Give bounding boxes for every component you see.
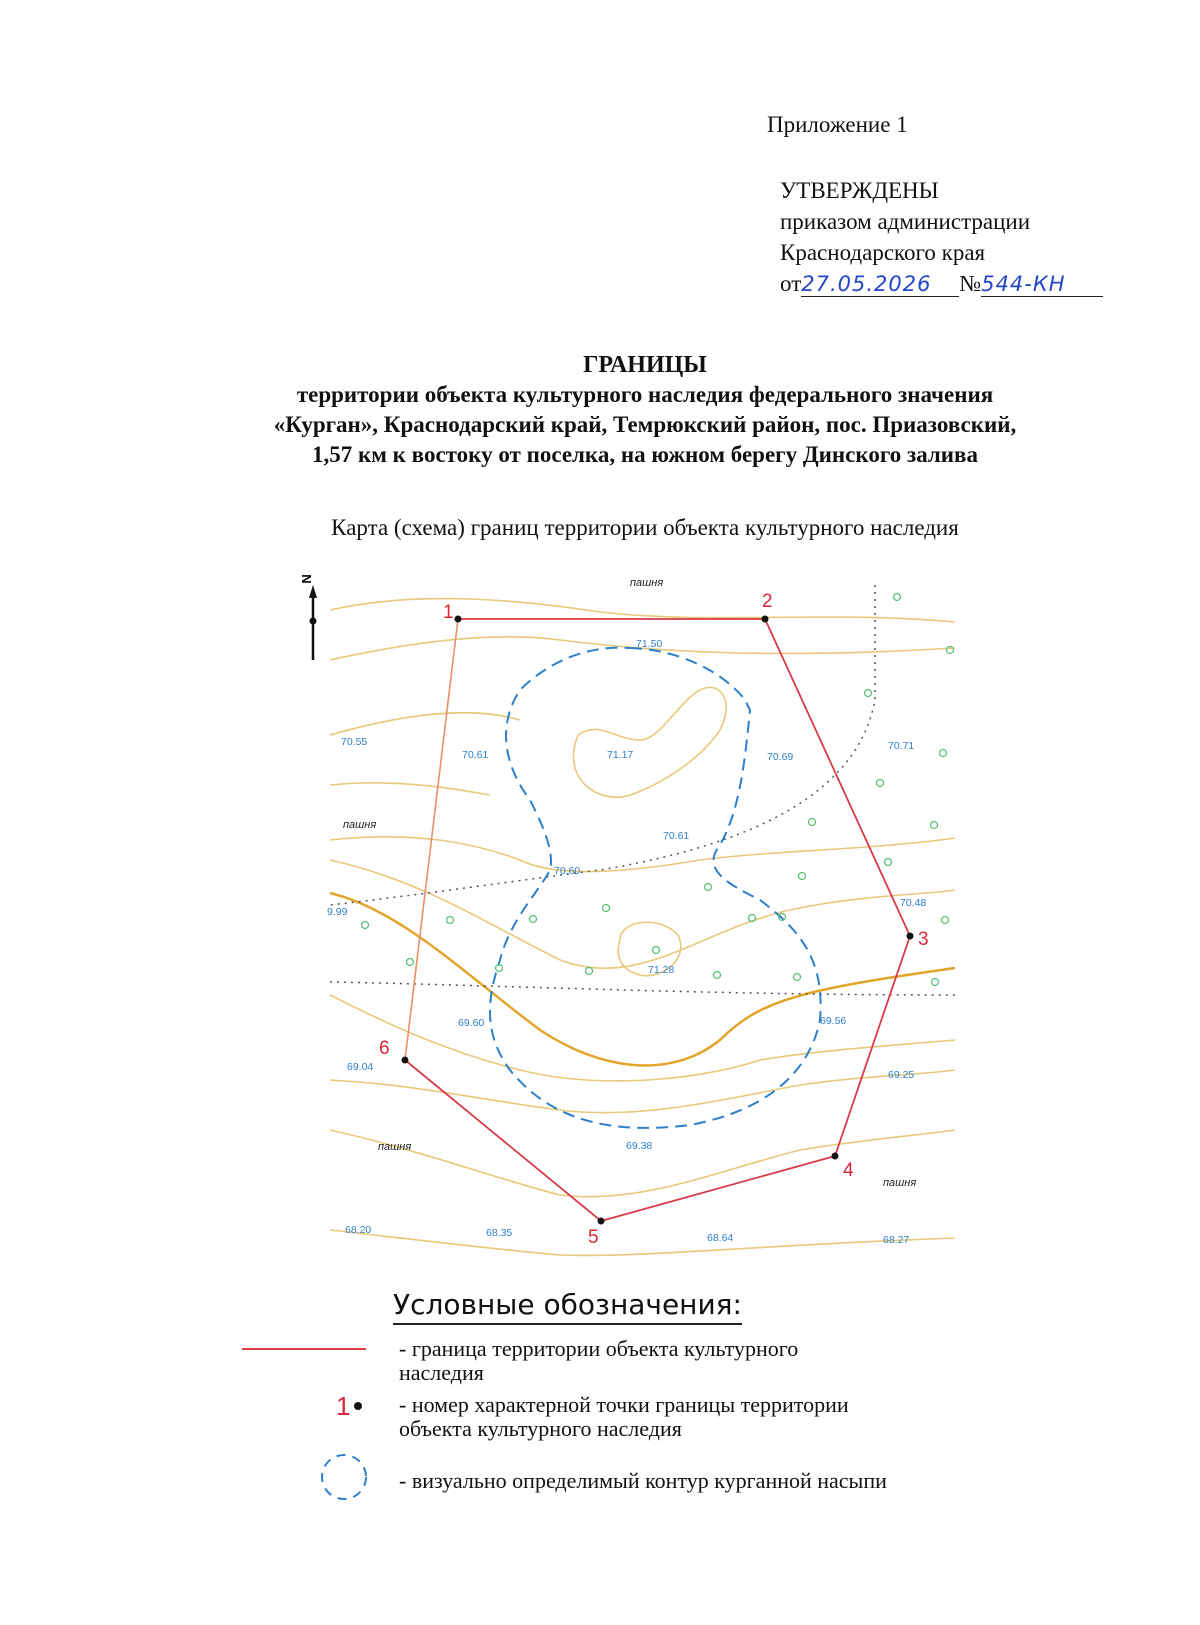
elevation-label: 70.61 — [663, 830, 690, 842]
title-line1: территории объекта культурного наследия федерального значения — [296, 382, 994, 407]
legend-mound-text: - визуально определимый контур курганной насыпи — [399, 1468, 887, 1493]
elevation-label: 70.71 — [888, 740, 915, 752]
elevation-label: 71.50 — [636, 638, 663, 650]
title-line2: «Курган», Краснодарский край, Темрюкский район, пос. Приазовский, — [273, 412, 1017, 437]
field-label: пашня — [630, 577, 664, 589]
point-markers — [402, 616, 917, 1225]
approved-heading: УТВЕРЖДЕНЫ — [780, 178, 939, 203]
field-marker-icon — [794, 974, 801, 981]
legend-mound-contour-icon — [322, 1455, 366, 1499]
legend-boundary-line1: - граница территории объекта культурного — [399, 1336, 799, 1361]
elevation-label: 68.27 — [883, 1234, 910, 1246]
field-marker-icon — [942, 917, 949, 924]
field-marker-icon — [586, 968, 593, 975]
field-marker-icon — [799, 873, 806, 880]
north-arrow-icon — [299, 574, 317, 660]
elevation-label: 69.04 — [347, 1061, 374, 1073]
field-marker-icon — [877, 780, 884, 787]
point-marker-2 — [762, 616, 769, 623]
field-marker-icon — [940, 750, 947, 757]
elevation-label: 71.28 — [648, 964, 675, 976]
field-marker-icon — [530, 916, 537, 923]
field-marker-icon — [809, 819, 816, 826]
point-number-6: 6 — [379, 1038, 390, 1059]
field-marker-icon — [931, 822, 938, 829]
elevation-label: 70.48 — [900, 897, 927, 909]
mound-contour — [490, 648, 821, 1128]
title-line3: 1,57 км к востоку от поселка, на южном берегу Динского залива — [312, 442, 978, 467]
legend-point-line2: объекта культурного наследия — [399, 1416, 682, 1441]
elevation-label: 69.56 — [820, 1015, 847, 1027]
elevation-label: 70.55 — [341, 736, 368, 748]
legend-boundary-text — [399, 1337, 798, 1385]
svg-text:N: N — [299, 574, 314, 584]
field-marker-icon — [932, 979, 939, 986]
point-number-5: 5 — [588, 1227, 599, 1248]
approved-by-line1: приказом администрации — [780, 209, 1031, 234]
field-marker-icon — [653, 947, 660, 954]
field-marker-icon — [865, 690, 872, 697]
point-marker-3 — [907, 933, 914, 940]
elevation-label: 68.64 — [707, 1232, 734, 1244]
legend-title: Условные обозначения: — [393, 1287, 742, 1325]
elevation-label: 70.69 — [767, 751, 794, 763]
bold-isoline — [330, 893, 955, 1065]
elevation-label: 70.61 — [462, 749, 489, 761]
field-marker-icon — [885, 859, 892, 866]
boundary-segment-6-1 — [405, 619, 458, 1060]
point-number-4: 4 — [843, 1160, 854, 1181]
point-number-3: 3 — [918, 929, 929, 950]
date-prefix: от — [780, 271, 802, 296]
boundary-line — [405, 619, 910, 1221]
elevation-isolines — [330, 599, 955, 1256]
legend-point-dot-icon — [354, 1402, 362, 1410]
elevation-label: 68.35 — [486, 1227, 513, 1239]
number-sign: № — [959, 271, 982, 296]
legend-boundary-line2: наследия — [399, 1360, 484, 1385]
field-label: пашня — [378, 1141, 412, 1153]
field-marker-icon — [894, 594, 901, 601]
appendix-label: Приложение 1 — [767, 112, 908, 137]
elevation-label: 9.99 — [327, 906, 348, 918]
point-marker-5 — [598, 1218, 605, 1225]
legend-point-line1: - номер характерной точки границы территории — [399, 1392, 849, 1417]
elevation-label: 68.20 — [345, 1224, 372, 1236]
field-marker-icon — [447, 917, 454, 924]
approved-by-line2: Краснодарского края — [780, 240, 986, 265]
field-marker-icon — [603, 905, 610, 912]
field-label: пашня — [883, 1177, 917, 1189]
point-number-2: 2 — [762, 591, 773, 612]
field-marker-icon — [714, 972, 721, 979]
elevation-label: 69.60 — [458, 1017, 485, 1029]
legend-point-number: 1 — [336, 1391, 351, 1421]
elevation-label: 69.25 — [888, 1069, 915, 1081]
elevation-label: 71.17 — [607, 749, 634, 761]
point-marker-6 — [402, 1057, 409, 1064]
point-marker-4 — [832, 1153, 839, 1160]
point-number-1: 1 — [443, 602, 454, 623]
field-marker-icon — [407, 959, 414, 966]
title-main: ГРАНИЦЫ — [583, 352, 707, 378]
legend-point-text — [399, 1393, 849, 1441]
elevation-label: 69.38 — [626, 1140, 653, 1152]
point-marker-1 — [455, 616, 462, 623]
handwritten-date: 27.05.2026 — [801, 272, 932, 296]
elevation-label: 70.60 — [554, 865, 581, 877]
map-subtitle: Карта (схема) границ территории объекта культурного наследия — [331, 515, 959, 540]
field-marker-icon — [705, 884, 712, 891]
field-marker-icon — [362, 922, 369, 929]
handwritten-number: 544-КН — [981, 272, 1066, 296]
field-label: пашня — [343, 819, 377, 831]
